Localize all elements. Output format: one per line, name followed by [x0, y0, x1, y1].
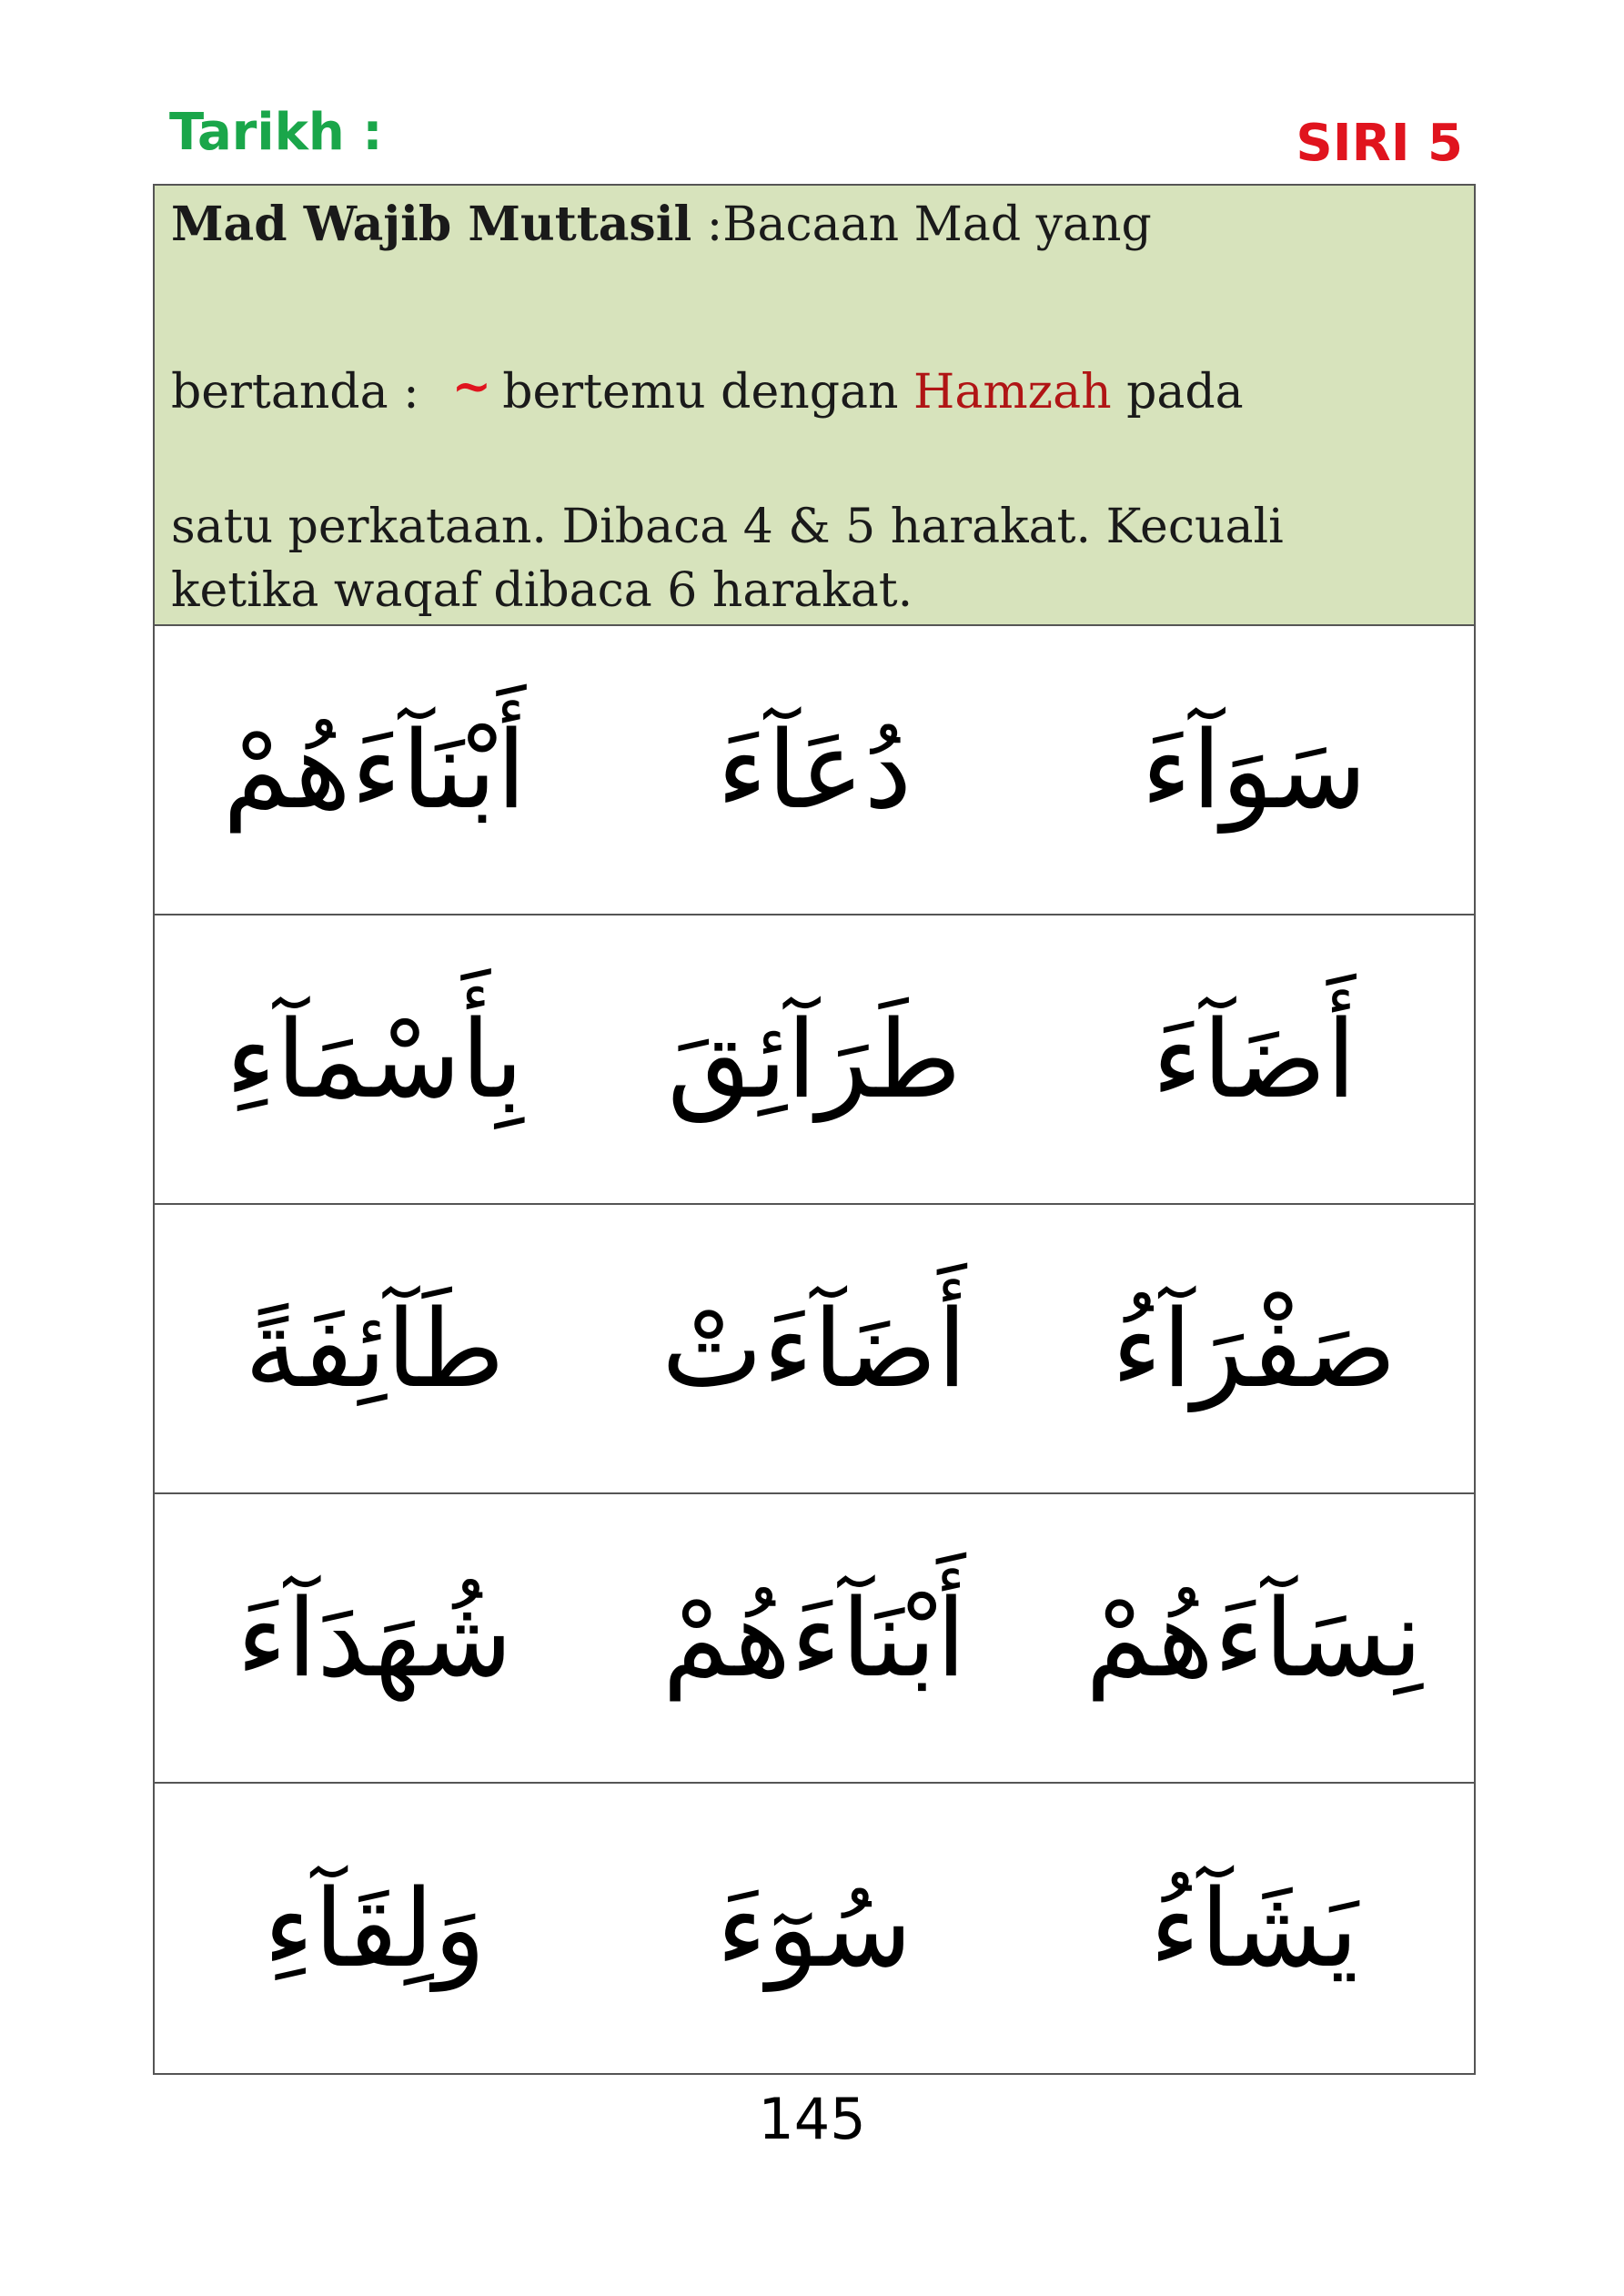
arabic-word: نِسَآءَهُمْ: [1085, 1575, 1423, 1701]
arabic-word: طَآئِفَةً: [244, 1286, 505, 1411]
arabic-word: دُعَآءَ: [716, 707, 913, 833]
arabic-word: شُهَدَآءَ: [236, 1575, 513, 1701]
arabic-word: أَضَآءَتْ: [661, 1286, 967, 1411]
rule-line-4: ketika waqaf dibaca 6 harakat.: [171, 563, 913, 618]
arabic-word: سَوَآءَ: [1141, 707, 1367, 833]
rule-line-2-suffix: pada: [1111, 365, 1244, 420]
arabic-word: بِأَسْمَآءِ: [226, 996, 524, 1122]
date-label: Tarikh :: [169, 103, 383, 162]
page-number: 145: [758, 2086, 866, 2152]
arabic-word: طَرَآئِقَ: [667, 996, 962, 1122]
arabic-word: يَشَآءُ: [1149, 1866, 1359, 1991]
worksheet-table: [153, 184, 1476, 2075]
rule-term: Mad Wajib Muttasil: [171, 197, 692, 252]
rule-line-1: [171, 197, 1152, 253]
word-row-4: [155, 1494, 1474, 1784]
rule-line-1-text: :Bacaan Mad yang: [691, 197, 1152, 252]
hamzah-word: Hamzah: [913, 365, 1112, 420]
arabic-word: سُوٓءَ: [716, 1866, 913, 1991]
rule-line-2-prefix: bertanda :: [171, 365, 419, 420]
rule-line-2: [171, 359, 1244, 420]
mad-sign-icon: ~: [451, 359, 492, 414]
arabic-word: صَفْرَآءُ: [1111, 1286, 1397, 1411]
word-row-5: [155, 1784, 1474, 2073]
rule-description: [155, 186, 1474, 626]
series-label: SIRI 5: [1296, 114, 1463, 173]
rule-line-2-middle: bertemu dengan: [502, 365, 914, 420]
arabic-word: أَضَآءَ: [1152, 996, 1357, 1122]
word-row-1: [155, 626, 1474, 915]
rule-line-3: satu perkataan. Dibaca 4 & 5 harakat. Kecuali: [171, 500, 1284, 554]
arabic-word: وَلِقَآءِ: [263, 1866, 486, 1991]
word-row-2: [155, 915, 1474, 1205]
arabic-word: أَبْنَآءَهُمْ: [222, 707, 527, 833]
word-row-3: [155, 1205, 1474, 1494]
arabic-word: أَبْنَآءَهُمْ: [662, 1575, 966, 1701]
